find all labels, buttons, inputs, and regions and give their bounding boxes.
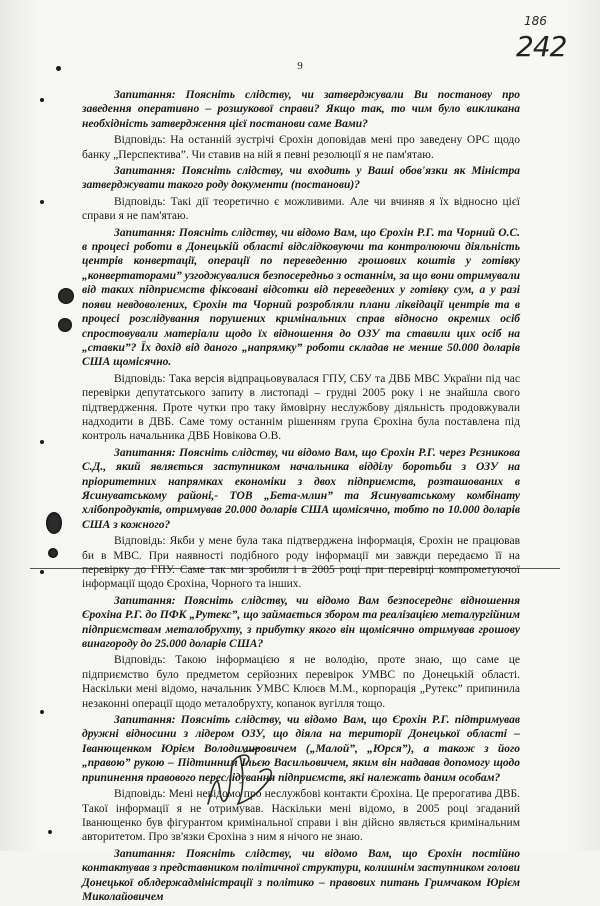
answer-text: Якби у мене була така підтверджена інформація, Єрохін не працював би в МВС. При наявності подібного роду інформації ми завжди передаємо її на перевірку до ГПУ. Саме так ми зробили і в 2005 році при перевірці компрометуючої інформації щодо Єрохіна, Чорного та інших.: [82, 535, 520, 591]
question-text: Поясніть слідству, чи відомо Вам, що Єрохін Р.Г. підтримував дружні відносини з лідером ОЗУ, що діяла на території Донецької області – Іванющенком Юрієм Володимировичем („Малой”, „Юрся”), а також з його „правою” рукою – Підтинним Ільєю Васильовичем, яким він надавав допомогу щодо припинення правового переслідування підприємств, які належать даним особам?: [82, 714, 521, 784]
margin-mark: [40, 710, 44, 714]
question-text: Поясніть слідству, чи відомо Вам, що Єрохін Р.Г. та Чорний О.С. в процесі роботи в Донецькій області відслідковуючи та контролюючи діяльність центрів конвертації, операції по переведенню грошових коштів у готівку „конвертаторами” узгоджувалися безпосередньо з останнім, за що вони отримували від таких підприємств фіксовані відсотки від переведених у готівку сум, а у разі появи невдоволених, Єрохін та Чорний розробляли плани ліквідації центрів та в процесі розслідування порушених кримінальних справ відносно окремих осіб спростовували матеріали щодо їх відношення до ОЗУ та ставили цих осіб на „ставки”? Їх дохід від даного „напрямку” роботи складав не менше 50.000 доларів США щомісячно.: [82, 226, 521, 369]
answer-label: Відповідь:: [114, 195, 166, 208]
answer-label: Відповідь:: [114, 134, 166, 147]
answer-text: Такою інформацією я не володію, проте знаю, що саме це підприємство було предметом серйозних перевірок УМВС по Донецькій області. Наскільки мені відомо, начальник УМВС Клюєв М.М., корпорація „Рутекс” припинила незаконні операції щодо металобрухту, копанок вугілля тощо.: [82, 654, 521, 710]
answer-text: Мені невідомо про неслужбові контакти Єрохіна. Це прерогатива ДВБ. Такої інформації я не отримував. Наскільки мені відомо, в 2005 році згаданий Іванющенко був фігурантом кримінальної справи і він дійсно являється кримінальним авторитетом. Про зв'язки Єрохіна з ним я нічого не знаю.: [82, 788, 521, 844]
question-label: Запитання:: [114, 89, 176, 101]
question-paragraph: [82, 446, 520, 532]
punch-hole: [46, 512, 62, 534]
question-paragraph: [82, 713, 520, 785]
question-text: Поясніть слідству, чи відомо Вам, що Єрохін Р.Г. через Рєзникова С.Д., який являється заступником начальника відділу боротьби з ОЗУ на пріоритетних напрямках економіки з двох підприємств, розташованих в Ясинуватському районі,- ТОВ „Бета-млин” та Ясинуватському комбінату хлібопродуктів, отримував 20.000 доларів США щомісячно, тобто по 10.000 доларів США з кожного?: [82, 446, 521, 531]
page-number: 9: [297, 60, 303, 72]
handwritten-note-line1: 186: [524, 14, 547, 28]
question-text: Поясніть слідству, чи входить у Ваші обов'язки як Міністра затверджувати такого роду документи (постанови)?: [82, 165, 520, 192]
answer-text: Така версія відпрацьовувалася ГПУ, СБУ та ДВБ МВС України під час перевірки депутатського запиту в листопаді – грудні 2005 року і не знайшла свого підтвердження. Проте чутки про таку ймовірну неслужбову діяльність продовжували надходити в ДВБ. Саме тому останнім рішенням група Єрохіна була поставлена під контроль начальника ДВБ Новікова О.В.: [82, 372, 521, 443]
handwritten-signature: [200, 742, 290, 812]
question-label: Запитання:: [114, 446, 176, 459]
question-paragraph: [82, 594, 520, 652]
question-paragraph: [82, 164, 520, 193]
answer-label: Відповідь:: [114, 372, 166, 385]
answer-label: Відповідь:: [114, 788, 166, 801]
punch-hole: [58, 288, 74, 304]
interrogation-text: [82, 88, 520, 906]
question-text: Поясніть слідству, чи відомо Вам, що Єрохін постійно контактував з представником політичної структури, колишнім заступником голови Донецької облдержадміністрації з політико – правових питань Гримчаком Юрієм Миколайовичем: [82, 847, 521, 903]
question-label: Запитання:: [114, 165, 176, 178]
answer-paragraph: [82, 653, 520, 711]
question-label: Запитання:: [114, 226, 176, 239]
punch-hole: [48, 548, 58, 558]
question-text: Поясніть слідству, чи відомо Вам безпосереднє відношення Єрохіна Р.Г. до ПФК „Рутекс”, що займається збором та реалізацією металургійним підприємствам металобрухту, з прибутку якого він щомісячно отримував грошову винагороду до 25.000 доларів США?: [82, 594, 521, 651]
answer-text: Такі дії теоретично є можливими. Але чи вчиняв я їх відносно цієї справи я не пам'ятаю.: [82, 195, 521, 223]
question-label: Запитання:: [114, 847, 176, 860]
answer-label: Відповідь:: [114, 654, 166, 667]
answer-paragraph: [82, 787, 520, 845]
margin-mark: [40, 98, 44, 102]
margin-mark: [48, 830, 52, 834]
question-paragraph: [82, 847, 520, 905]
question-label: Запитання:: [114, 594, 176, 607]
answer-label: Відповідь:: [114, 535, 166, 548]
handwritten-note-line2: 242: [516, 30, 567, 63]
question-label: Запитання:: [114, 714, 176, 727]
question-text: Поясніть слідству, чи затверджували Ви постанову про заведення оперативно – розшукової справи? Якщо так, то чим було викликана необхідність затвердження цієї постанови саме Вами?: [82, 89, 520, 130]
answer-paragraph: [82, 195, 520, 224]
margin-mark: [56, 66, 61, 71]
punch-hole: [58, 318, 72, 332]
margin-mark: [40, 200, 44, 204]
margin-mark: [40, 570, 44, 574]
margin-mark: [40, 440, 44, 444]
answer-text: На останній зустрічі Єрохін доповідав мені про заведену ОРС щодо банку „Перспектива”. Чи ставив на ній я певні резолюції я не пам'ятаю.: [82, 134, 520, 161]
answer-paragraph: [82, 133, 520, 162]
answer-paragraph: [82, 372, 520, 444]
question-paragraph: [82, 88, 520, 131]
answer-paragraph: [82, 534, 520, 592]
question-paragraph: [82, 226, 520, 370]
